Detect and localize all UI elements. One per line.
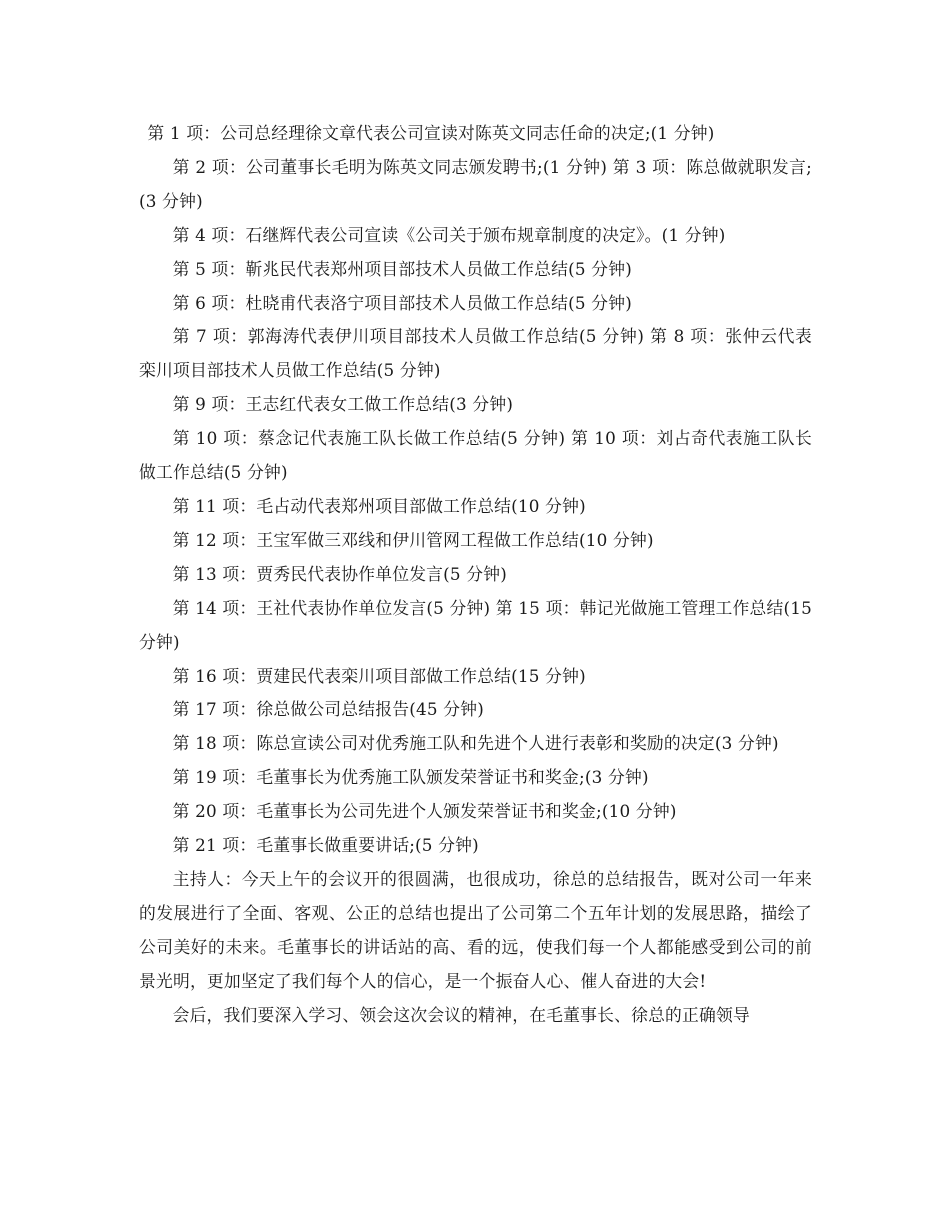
agenda-item-7-8: 第 7 项：郭海涛代表伊川项目部技术人员做工作总结(5 分钟) 第 8 项：张仲云代表栾川项目部技术人员做工作总结(5 分钟) [139,326,812,381]
agenda-item-14-15: 第 14 项：王社代表协作单位发言(5 分钟) 第 15 项：韩记光做施工管理工作总结(15 分钟) [139,597,812,652]
host-closing-remarks: 主持人：今天上午的会议开的很圆满，也很成功，徐总的总结报告，既对公司一年来的发展进行了全面、客观、公正的总结也提出了公司第二个五年计划的发展思路，描绘了公司美好的未来。毛董事长的讲话站的高、看的远，使我们每一个人都能感受到公司的前景光明，更加坚定了我们每个人的信心，是一个振奋人心、催人奋进的大会! [139,868,812,991]
agenda-item-10: 第 10 项：蔡念记代表施工队长做工作总结(5 分钟) 第 10 项：刘占奇代表施工队长做工作总结(5 分钟) [139,428,812,483]
agenda-item-5: 第 5 项：靳兆民代表郑州项目部技术人员做工作总结(5 分钟) [172,258,632,279]
agenda-item-17: 第 17 项：徐总做公司总结报告(45 分钟) [172,699,484,720]
agenda-item-1: 第 1 项：公司总经理徐文章代表公司宣读对陈英文同志任命的决定;(1 分钟) [147,123,715,143]
agenda-item-11: 第 11 项：毛占动代表郑州项目部做工作总结(10 分钟) [172,495,586,516]
agenda-item-19: 第 19 项：毛董事长为优秀施工队颁发荣誉证书和奖金;(3 分钟) [172,767,649,788]
agenda-item-2-3: 第 2 项：公司董事长毛明为陈英文同志颁发聘书;(1 分钟) 第 3 项：陈总做就职发言;(3 分钟) [139,156,812,211]
post-meeting-paragraph: 会后，我们要深入学习、领会这次会议的精神，在毛董事长、徐总的正确领导 [172,1004,750,1025]
agenda-item-9: 第 9 项：王志红代表女工做工作总结(3 分钟) [172,394,514,415]
agenda-item-4: 第 4 项：石继辉代表公司宣读《公司关于颁布规章制度的决定》。(1 分钟) [172,224,726,245]
agenda-item-20: 第 20 项：毛董事长为公司先进个人颁发荣誉证书和奖金;(10 分钟) [172,801,677,822]
document-body [139,117,812,1032]
agenda-item-18: 第 18 项：陈总宣读公司对优秀施工队和先进个人进行表彰和奖励的决定(3 分钟) [172,733,779,754]
agenda-item-16: 第 16 项：贾建民代表栾川项目部做工作总结(15 分钟) [172,665,586,686]
agenda-item-12: 第 12 项：王宝军做三邓线和伊川管网工程做工作总结(10 分钟) [172,529,654,550]
agenda-item-13: 第 13 项：贾秀民代表协作单位发言(5 分钟) [172,563,508,584]
agenda-item-21: 第 21 项：毛董事长做重要讲话;(5 分钟) [172,835,479,856]
agenda-item-6: 第 6 项：杜晓甫代表洛宁项目部技术人员做工作总结(5 分钟) [172,292,632,313]
